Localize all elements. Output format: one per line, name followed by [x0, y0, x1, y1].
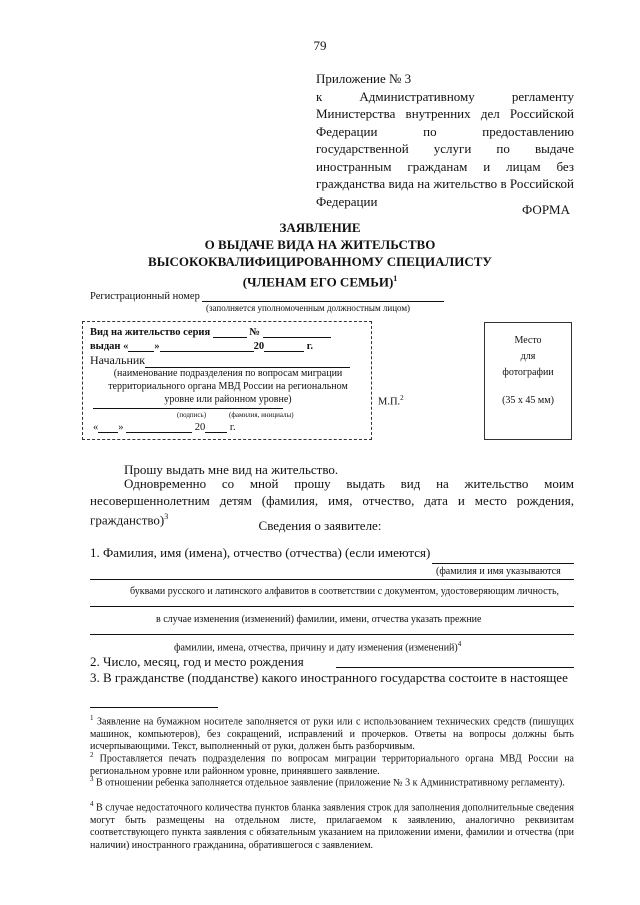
- issued-year-field[interactable]: [264, 341, 304, 352]
- title-line-4-text: (ЧЛЕНАМ ЕГО СЕМЬИ): [242, 274, 394, 290]
- signature-line[interactable]: [93, 408, 283, 409]
- document-title: [0, 219, 640, 290]
- issued-month-field[interactable]: [160, 341, 254, 352]
- issued-row: [90, 341, 313, 352]
- field-1-input-line-2[interactable]: [90, 579, 574, 580]
- field-1-hint-c: в случае изменения (изменений) фамилии, имени, отчества указать прежние: [156, 614, 482, 625]
- footnote-separator: [90, 707, 218, 708]
- date-day-field[interactable]: [98, 422, 118, 433]
- date-row: [93, 422, 236, 433]
- field-1-hint-d-text: фамилии, имена, отчества, причину и дату изменения (изменений): [174, 642, 458, 654]
- title-line-1: ЗАЯВЛЕНИЕ: [279, 220, 361, 235]
- field-1-input-line-4[interactable]: [90, 634, 574, 635]
- photo-line-3: фотографии: [502, 367, 554, 378]
- series-label: Вид на жительство серия: [90, 327, 211, 338]
- footnote-1-text: Заявление на бумажном носителе заполняется от руки или с использованием технических средств (пишущих машинок, компьютеров), без сокращений, исправлений и прочерков. Ответы на вопросы должны быть исчерпывающими. Текст, выполненный от руки, должен быть разборчивым.: [90, 716, 575, 753]
- footnote-4-mark: 4: [90, 800, 94, 808]
- field-1-hint-d: [174, 640, 461, 653]
- chief-label: Начальник: [90, 353, 146, 367]
- field-1-hint-a: (фамилия и имя указываются: [436, 566, 561, 577]
- field-1-input-line-1[interactable]: [432, 563, 574, 564]
- footnote-2-text: Проставляется печать подразделения по вопросам миграции территориального органа МВД России на региональном уровне или районном уровне, принявшего заявление.: [90, 753, 574, 777]
- issued-day-field[interactable]: [128, 341, 154, 352]
- appendix-title: Приложение № 3: [316, 71, 412, 86]
- field-1-hint-b: буквами русского и латинского алфавитов в соответствии с документом, удостоверяющим личность,: [130, 586, 560, 597]
- footnote-3: [90, 773, 574, 790]
- field-1-input-line-3[interactable]: [90, 606, 574, 607]
- date-year-field[interactable]: [205, 422, 227, 433]
- registration-number-row: [90, 290, 444, 302]
- date-suffix: г.: [229, 422, 236, 433]
- footnote-2-mark: 2: [90, 751, 94, 759]
- footnote-4: [90, 798, 574, 852]
- footnote-ref-3: 3: [164, 512, 169, 521]
- field-2-input-line[interactable]: [336, 667, 574, 668]
- registration-label: Регистрационный номер: [90, 291, 200, 302]
- photo-size: (35 х 45 мм): [502, 395, 554, 406]
- series-row: [90, 327, 331, 338]
- footnote-1: [90, 712, 574, 754]
- field-3-label: 3. В гражданстве (подданстве) какого иностранного государства состоите в настоящее: [90, 670, 568, 685]
- number-label: №: [249, 327, 260, 338]
- photo-line-2: для: [520, 351, 536, 362]
- field-1-label: 1. Фамилия, имя (имена), отчество (отчества) (если имеются): [90, 545, 431, 560]
- stamp-label: [378, 394, 404, 408]
- footnote-ref-2: 2: [400, 394, 404, 402]
- chief-row: [90, 353, 350, 368]
- issued-year-prefix: 20: [253, 341, 265, 352]
- footnote-ref-1: 1: [393, 274, 398, 283]
- applicant-heading: Сведения о заявителе:: [258, 518, 382, 533]
- name-hint: (фамилия, инициалы): [229, 411, 294, 419]
- date-year-prefix: 20: [194, 422, 206, 433]
- title-line-2: О ВЫДАЧЕ ВИДА НА ЖИТЕЛЬСТВО: [204, 237, 436, 252]
- residence-permit-box: [82, 321, 372, 440]
- issued-quote: »: [154, 341, 160, 352]
- footnote-3-text: В отношении ребенка заполняется отдельное заявление (приложение № 3 к Административному регламенту).: [96, 777, 565, 789]
- date-close: »: [118, 422, 124, 433]
- stamp-text: М.П.: [378, 396, 401, 408]
- footnote-4-text: В случае недостаточного количества пунктов бланка заявления строк для заполнения дополнительные сведения могут быть размещены на отдельном листе, прилагаемом к заявлению, аналогично реквизитам соответствующего пункта заявления с обязательным указанием на приложении имени, фамилии и отчества (при наличии) иностранного гражданина, обратившегося с заявлением.: [90, 802, 574, 851]
- footnote-3-mark: 3: [90, 775, 94, 783]
- forma-label: ФОРМА: [522, 202, 570, 217]
- title-line-3: ВЫСОКОКВАЛИФИЦИРОВАННОМУ СПЕЦИАЛИСТУ: [148, 254, 492, 269]
- date-open: «: [93, 422, 99, 433]
- signature-hint: (подпись): [177, 411, 207, 419]
- request-children-text: Одновременно со мной прошу выдать вид на жительство моим несовершеннолетним детям (фамилия, имя, отчество, дата и место рождения, гражданство): [90, 476, 574, 528]
- registration-hint: (заполняется уполномоченным должностным лицом): [206, 303, 411, 313]
- date-month-field[interactable]: [126, 422, 192, 433]
- footnote-1-mark: 1: [90, 714, 94, 722]
- title-line-4: [0, 270, 640, 290]
- photo-box: [484, 322, 572, 440]
- issued-year-suffix: г.: [306, 341, 313, 352]
- department-hint: (наименование подразделения по вопросам миграции территориального органа МВД России на региональном уровне или районном уровне): [108, 368, 348, 405]
- appendix-body: к Административному регламенту Министерства внутренних дел Российской Федерации по предоставлению государственной услуги по выдаче иностранным гражданам и лицам без гражданства вида на жительство в Российской Федерации: [316, 88, 574, 209]
- number-field[interactable]: [263, 327, 331, 338]
- page-number: 79: [313, 38, 327, 53]
- registration-number-field[interactable]: [202, 290, 444, 302]
- issued-label: выдан «: [90, 341, 129, 352]
- series-field[interactable]: [213, 327, 247, 338]
- photo-line-1: Место: [514, 335, 542, 346]
- footnote-ref-4: 4: [457, 640, 462, 648]
- appendix-header: [316, 70, 574, 210]
- request-line: Прошу выдать мне вид на жительство.: [124, 462, 339, 477]
- field-2-label: 2. Число, месяц, год и место рождения: [90, 654, 304, 669]
